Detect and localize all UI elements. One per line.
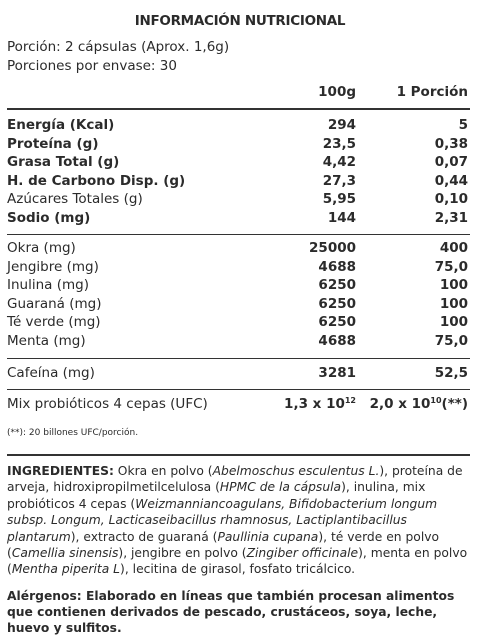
scientific-name: Abelmoschus esculentus L. [212,464,380,478]
table-row [7,277,470,295]
ingredient-portion: 75,0 [434,333,468,349]
table-row [7,333,470,351]
ingredients-label: INGREDIENTES: [7,464,114,478]
ingredient-portion: 400 [439,240,468,256]
nutrient-portion: 5 [458,117,468,133]
divider [7,234,470,235]
ingredient-portion: 100 [439,314,468,330]
table-row [7,240,470,258]
table-row [7,314,470,332]
ingredient-label: Menta (mg) [7,333,86,349]
ingredients-paragraph [7,463,470,578]
scientific-name: HPMC de la cápsula [219,480,342,495]
page-title: INFORMACIÓN NUTRICIONAL [134,13,346,29]
ingredient-100g: 6250 [318,277,356,293]
nutrient-label: Sodio (mg) [7,210,91,226]
header-100g: 100g [318,84,356,100]
ingredient-label: Guaraná (mg) [7,296,102,312]
ingredient-100g: 6250 [318,296,356,312]
ingredients-text: ), té verde en polvo ( [7,529,440,561]
ingredient-label: Té verde (mg) [7,314,101,330]
ingredient-100g: 6250 [318,314,356,330]
ingredient-portion: 100 [439,277,468,293]
probiotics-portion: 2,0 x $10^{10}(**)$ [369,396,468,412]
nutrient-label: Grasa Total (g) [7,154,120,170]
divider [7,454,470,456]
nutrient-label: Azúcares Totales (g) [7,191,143,207]
ingredients-text: ), extracto de guaraná ( [70,529,218,544]
nutrient-label: Proteína (g) [7,136,99,152]
table-header-row [7,84,470,102]
caffeine-row [7,365,470,383]
ingredients-text: ), proteína de arveja, hidroxipropilmetilcelulosa ( [7,464,463,495]
header-portion: 1 Porción [396,84,468,100]
divider [7,108,470,110]
portion-text: Porción: 2 cápsulas (Aprox. 1,6g) [7,39,230,55]
ingredients-text: ), inulina, mix probióticos 4 cepas ( [7,480,426,511]
probiotics-row [7,396,470,414]
nutrient-portion: 0,10 [434,191,468,207]
caffeine-portion: 52,5 [434,365,468,381]
ingredient-portion: 75,0 [434,259,468,275]
table-row [7,117,470,135]
nutrient-portion: 2,31 [434,210,468,226]
scientific-name: Weizmanniancoagulans, Bifidobacterium longum subsp. Longum, Lacticaseibacillus rhamnosus, Lactiplantibacillus plantarum [7,496,438,544]
ingredients-text: ), menta en polvo ( [7,546,468,577]
footnote: (**): 20 billones UFC/porción. [7,428,139,438]
probiotics-100g: 1,3 x $10^{12}$ [284,396,356,412]
table-row [7,296,470,314]
nutrient-label: Energía (Kcal) [7,117,115,133]
nutrient-100g: 23,5 [322,136,356,152]
divider [7,389,470,390]
scientific-name: Camellia sinensis [11,546,119,561]
nutrient-label: H. de Carbono Disp. (g) [7,173,186,189]
probiotics-label: Mix probióticos 4 cepas (UFC) [7,396,208,412]
caffeine-100g: 3281 [318,365,356,381]
table-row [7,259,470,277]
ingredient-100g: 4688 [318,333,356,349]
ingredients-text: ), lecitina de girasol, fosfato tricálcico. [120,562,356,577]
scientific-name: Paullinia cupana [217,529,319,544]
ingredient-100g: 25000 [309,240,356,256]
portions-per-pack-text: Porciones por envase: 30 [7,58,177,74]
table-row [7,210,470,228]
nutrient-100g: 4,42 [322,154,356,170]
scientific-name: Zingiber officinale [246,546,359,561]
allergens-paragraph: Alérgenos: Elaborado en líneas que también procesan alimentos que contienen derivados de pescado, crustáceos, soya, leche, huevo y sulfitos. [7,589,455,635]
divider [7,358,470,359]
ingredient-label: Jengibre (mg) [7,259,99,275]
nutrient-100g: 5,95 [322,191,356,207]
ingredient-label: Okra (mg) [7,240,76,256]
ingredients-text: Okra en polvo ( [113,464,213,478]
scientific-name: Mentha piperita L [11,562,121,577]
ingredients-text: ), jengibre en polvo ( [118,546,247,561]
table-row [7,154,470,172]
ingredient-portion: 100 [439,296,468,312]
ingredient-100g: 4688 [318,259,356,275]
table-row [7,173,470,191]
table-row [7,191,470,209]
nutrient-100g: 294 [327,117,356,133]
nutrient-portion: 0,07 [434,154,468,170]
nutrient-portion: 0,38 [434,136,468,152]
ingredient-label: Inulina (mg) [7,277,89,293]
table-row [7,136,470,154]
nutrient-portion: 0,44 [434,173,468,189]
nutrient-100g: 144 [327,210,356,226]
nutrient-100g: 27,3 [322,173,356,189]
caffeine-label: Cafeína (mg) [7,365,95,381]
